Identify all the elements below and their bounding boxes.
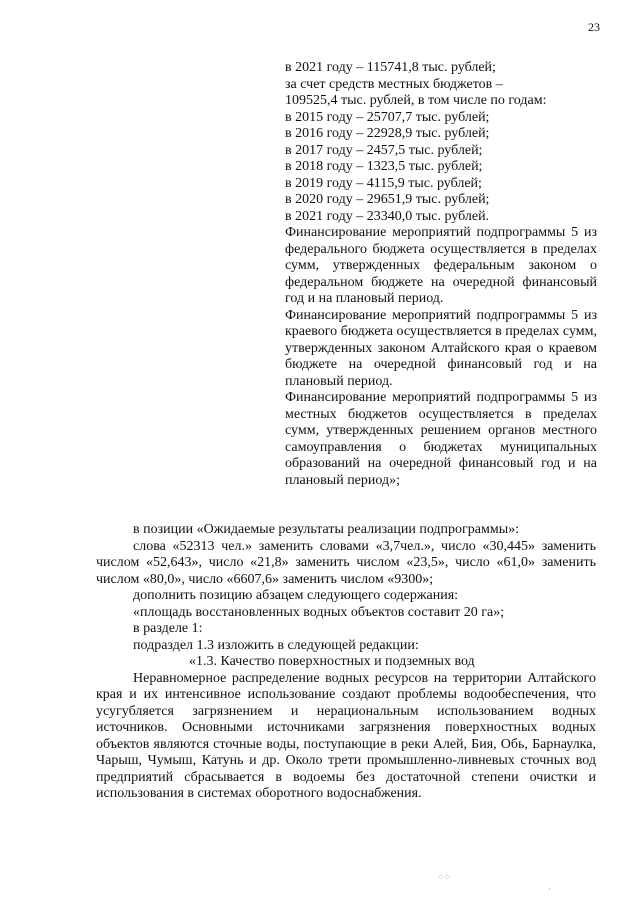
- quote-line: «площадь восстановленных водных объектов составит 20 га»;: [133, 604, 505, 620]
- funding-line-2016: в 2016 году – 22928,9 тыс. рублей;: [285, 126, 490, 141]
- section-heading: «1.3. Качество поверхностных и подземных вод: [189, 654, 475, 669]
- funding-line-2017: в 2017 году – 2457,5 тыс. рублей;: [285, 142, 483, 158]
- water-quality-paragraph: Неравномерное распределение водных ресурсов на территории Алтайского края и их интенсивное использование создают проблемы водообеспечения, что усугубляется загрязнением и нерациональным использованием водных источников. Основными источниками загрязнения поверхностных водных объектов являются сточные воды, поступающие в реки Алей, Бия, Обь, Барнаулка, Чарыш, Чумыш, Катунь и др. Около трети промышленно-ливневых сточных вод предприятий сбрасывается в водоемы без достаточной степени очистки и использования в системах оборотного водоснабжения.: [96, 670, 596, 801]
- regional-funding-paragraph: Финансирование мероприятий подпрограммы 5 из краевого бюджета осуществляется в пределах сумм, утвержденных законом Алтайского края о краевом бюджете на очередной финансовый год и на плановый период.: [285, 307, 597, 389]
- local-budget-total-line: 109525,4 тыс. рублей, в том числе по годам:: [285, 93, 547, 108]
- funding-line-2018: в 2018 году – 1323,5 тыс. рублей;: [285, 159, 483, 174]
- federal-funding-paragraph: Финансирование мероприятий подпрограммы 5 из федерального бюджета осуществляется в пределах сумм, утвержденных федеральным законом о федеральном бюджете на очередной финансовый год и на плановый период.: [285, 225, 597, 306]
- scan-dot-mark: ·: [548, 884, 551, 894]
- local-budget-line: за счет средств местных бюджетов –: [285, 76, 503, 92]
- amendment-text: [96, 522, 596, 803]
- page-number: 23: [588, 20, 600, 34]
- funding-line-2020: в 2020 году – 29651,9 тыс. рублей;: [285, 192, 490, 207]
- funding-line-2019: в 2019 году – 4115,9 тыс. рублей;: [285, 175, 482, 191]
- section-line: в разделе 1:: [133, 621, 203, 636]
- funding-line-2021-total: в 2021 году – 115741,8 тыс. рублей;: [285, 60, 496, 75]
- position-line: в позиции «Ожидаемые результаты реализации подпрограммы»:: [133, 522, 520, 537]
- funding-column: [285, 60, 597, 489]
- subsection-line: подраздел 1.3 изложить в следующей редакции:: [133, 637, 419, 653]
- scan-speck-mark: ⁖⁘: [438, 872, 451, 882]
- funding-line-2021: в 2021 году – 23340,0 тыс. рублей.: [285, 208, 490, 224]
- funding-line-2015: в 2015 году – 25707,7 тыс. рублей;: [285, 109, 490, 125]
- add-line: дополнить позицию абзацем следующего содержания:: [133, 588, 459, 603]
- replace-paragraph: слова «52313 чел.» заменить словами «3,7чел.», число «30,445» заменить числом «52,643», число «21,8» заменить числом «23,5», число «61,0» заменить числом «80,0», число «6607,6» заменить числом «9300»;: [96, 538, 596, 587]
- local-funding-paragraph: Финансирование мероприятий подпрограммы 5 из местных бюджетов осуществляется в пределах сумм, утвержденных решением органов местного самоуправления о бюджетах муниципальных образований на очередной финансовый год и на плановый период»;: [285, 390, 597, 488]
